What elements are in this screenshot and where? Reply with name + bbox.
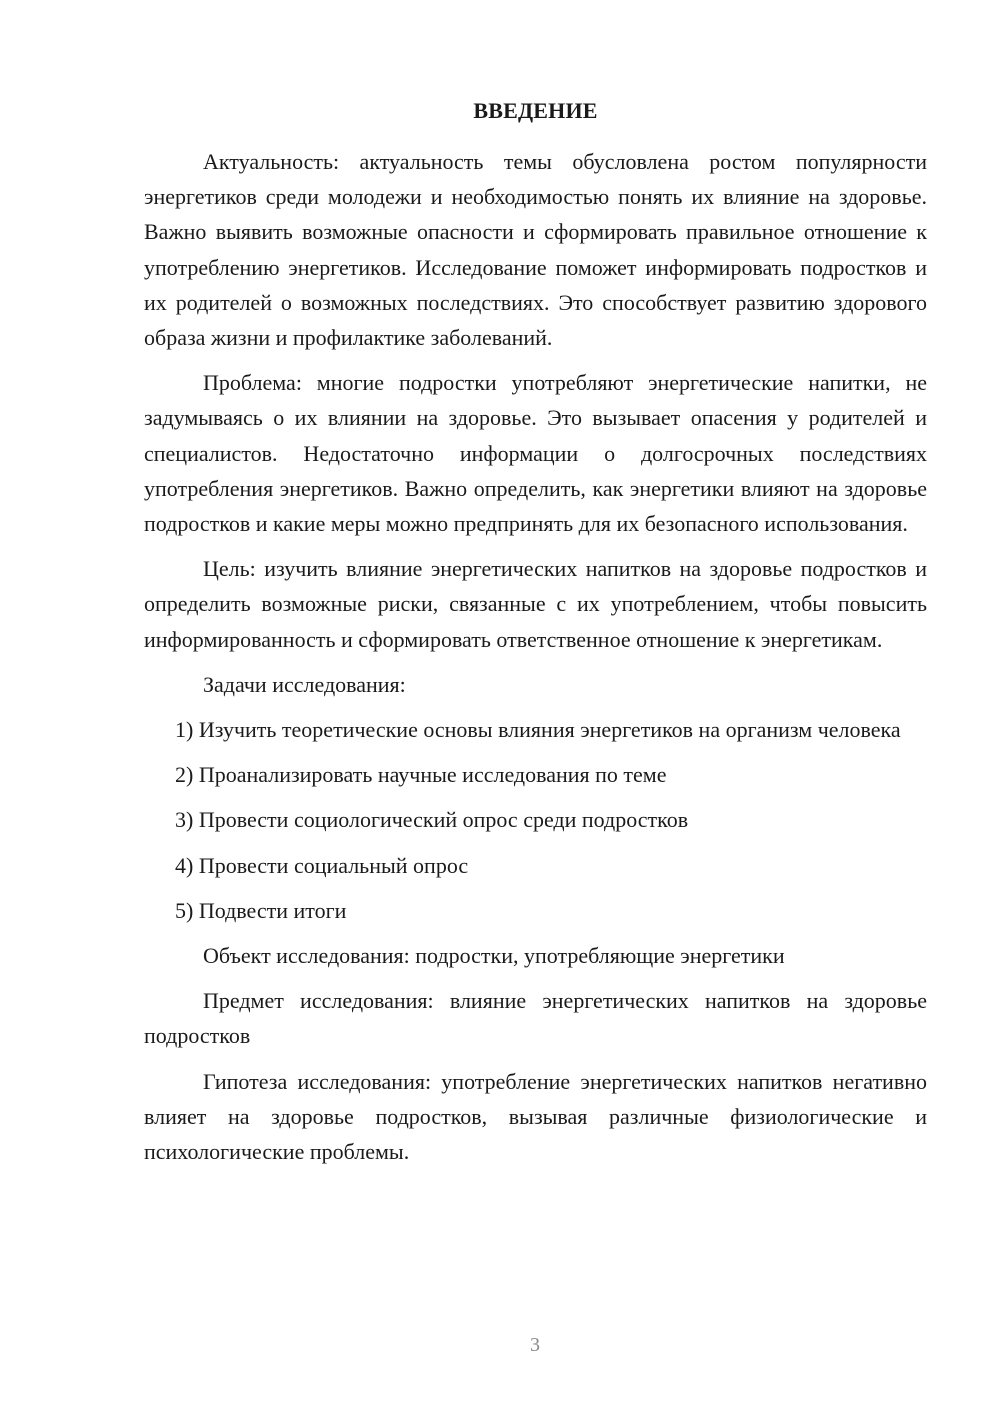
problem-paragraph: Проблема: многие подростки употребляют энергетические напитки, не задумываясь о их влиянии на здоровье. Это вызывает опасения у родителей и специалистов. Недостаточно информации о долгосрочных последствиях употребления энергетиков. Важно определить, как энергетики влияют на здоровье подростков и какие меры можно предпринять для их безопасного использования. [144,370,927,537]
subject-paragraph: Предмет исследования: влияние энергетических напитков на здоровье подростков [144,988,927,1049]
tasks-heading: Задачи исследования: [203,671,406,697]
page-number: 3 [530,1334,540,1356]
hypothesis-paragraph: Гипотеза исследования: употребление энергетических напитков негативно влияет на здоровье подростков, вызывая различные физиологические и психологические проблемы. [144,1068,927,1165]
task-item-5: 5) Подвести итоги [175,897,347,923]
relevance-paragraph: Актуальность: актуальность темы обусловлена ростом популярности энергетиков среди молодежи и необходимостью понять их влияние на здоровье. Важно выявить возможные опасности и сформировать правильное отношение к употреблению энергетиков. Исследование поможет информировать подростков и их родителей о возможных последствиях. Это способствует развитию здорового образа жизни и профилактике заболеваний. [144,149,927,351]
document-body [144,96,927,1179]
goal-paragraph: Цель: изучить влияние энергетических напитков на здоровье подростков и определить возможные риски, связанные с их употреблением, чтобы повысить информированность и сформировать ответственное отношение к энергетикам. [144,556,927,652]
task-item-2: 2) Проанализировать научные исследования по теме [175,762,667,788]
task-item-3: 3) Провести социологический опрос среди подростков [175,807,689,833]
task-item-1: 1) Изучить теоретические основы влияния энергетиков на организм человека [175,717,901,743]
section-title: ВВЕДЕНИЕ [473,98,598,123]
object-paragraph: Объект исследования: подростки, употребляющие энергетики [203,943,785,969]
task-item-4: 4) Провести социальный опрос [175,852,469,878]
